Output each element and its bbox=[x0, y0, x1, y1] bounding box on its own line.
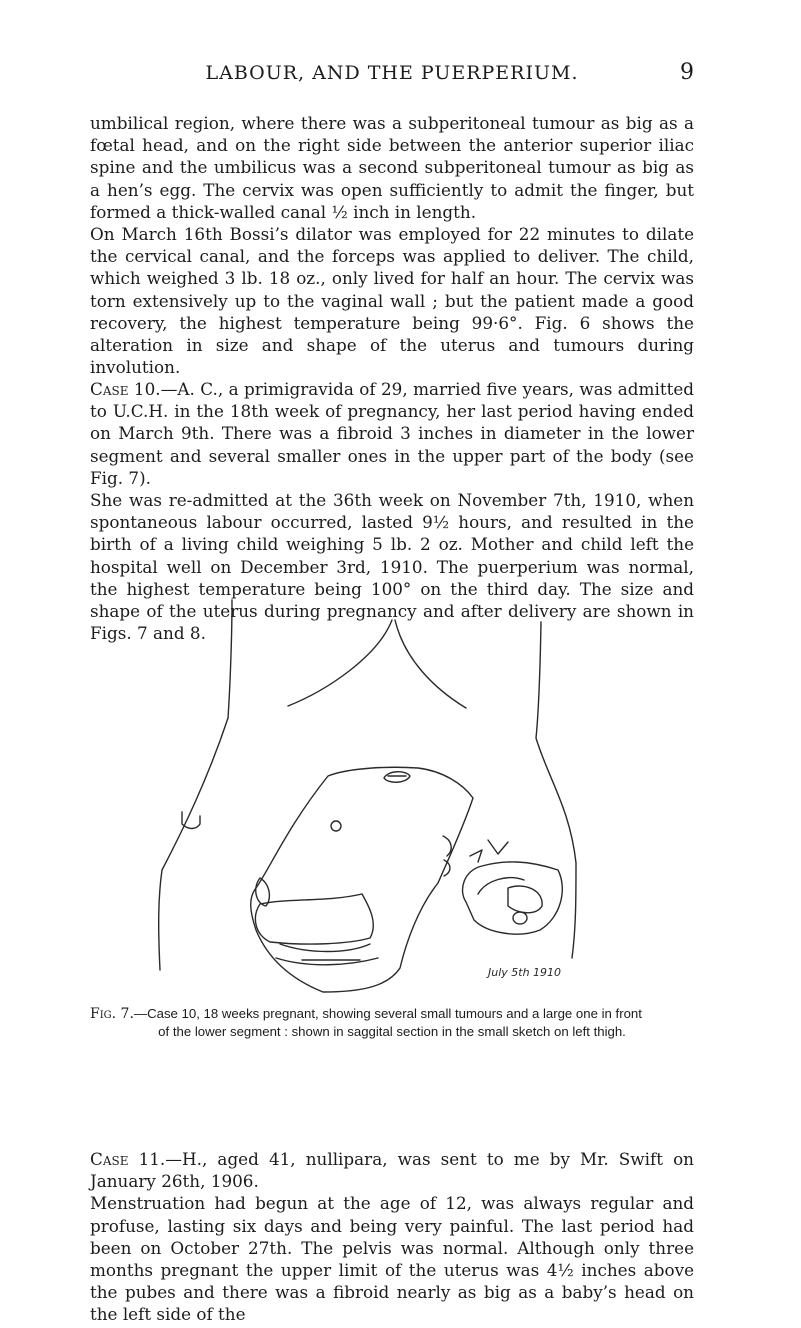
left-leg-outline bbox=[159, 718, 228, 970]
caption-line-1: —Case 10, 18 weeks pregnant, showing several small tumours and a large one in front bbox=[133, 1006, 642, 1021]
small-tumour-circle bbox=[331, 821, 341, 831]
paragraph bbox=[90, 378, 694, 489]
case-heading: Case 10. bbox=[90, 379, 161, 399]
uterus-sketch-illustration bbox=[148, 598, 608, 998]
running-head: LABOUR, AND THE PUERPERIUM. bbox=[205, 62, 579, 84]
sagittal-sketch-circle bbox=[513, 912, 527, 924]
case-heading: Case 11. bbox=[90, 1149, 166, 1169]
sagittal-sketch-tumour bbox=[508, 886, 542, 913]
paragraph: umbilical region, where there was a subperitoneal tumour as big as a fœtal head, and on the right side between the anterior superior iliac spine and the umbilicus was a second subperitoneal tumour as big as a hen’s egg. The cervix was open sufficiently to admit the finger, but formed a thick-walled canal ½ inch in length. bbox=[90, 113, 694, 222]
caption-figure-label: Fig. 7. bbox=[90, 1006, 134, 1022]
right-thigh-outline bbox=[536, 622, 576, 958]
inner-leg-line-left bbox=[288, 620, 392, 706]
side-tumour bbox=[443, 836, 451, 856]
lower-segment-line bbox=[280, 944, 370, 952]
inner-leg-line-right bbox=[395, 620, 466, 708]
sagittal-sketch-outline bbox=[463, 862, 563, 934]
handwritten-date: July 5th 1910 bbox=[488, 966, 562, 979]
lower-segment-line-2 bbox=[276, 958, 378, 965]
caption-line-2: of the lower segment : shown in saggital section in the small sketch on left thigh. bbox=[158, 1024, 626, 1039]
large-lower-segment-tumour bbox=[255, 894, 373, 944]
small-tumour-top bbox=[384, 772, 410, 783]
figure-7-sketch bbox=[148, 598, 608, 998]
case-text: —H., aged 41, nullipara, was sent to me by Mr. Swift on January 26th, 1906. bbox=[90, 1149, 694, 1192]
case-11-section bbox=[90, 1148, 694, 1326]
paragraph: Menstruation had begun at the age of 12, was always regular and profuse, lasting six days and being very painful. The last period had been on October 27th. The pelvis was normal. Although only three months pregnant the upper limit of the uterus was 4½ inches above the pubes and there was a fibroid nearly as big as a baby’s head on the left side of the bbox=[90, 1193, 694, 1325]
left-lower-tumour bbox=[256, 878, 270, 906]
page-header bbox=[90, 62, 694, 92]
uterus-outline bbox=[251, 767, 473, 992]
case-text: —A. C., a primigravida of 29, married five years, was admitted to U.C.H. in the 18th week of pregnancy, her last period having ended on March 9th. There was a fibroid 3 inches in diameter in the lower segment and several smaller ones in the upper part of the body (see Fig. 7). bbox=[90, 379, 694, 488]
left-thigh-outline bbox=[228, 600, 232, 718]
paragraph bbox=[90, 1148, 694, 1192]
paragraph: On March 16th Bossi’s dilator was employed for 22 minutes to dilate the cervical canal, and the forceps was applied to deliver. The child, which weighed 3 lb. 18 oz., only lived for half an hour. The cervix was torn extensively up to the vaginal wall ; but the patient made a good recovery, the highest temperature being 99·6°. Fig. 6 shows the alteration in size and shape of the uterus and tumours during involution. bbox=[90, 224, 694, 378]
left-thigh-mark bbox=[182, 812, 200, 829]
page-number: 9 bbox=[680, 60, 694, 85]
figure-caption bbox=[90, 1005, 694, 1041]
sagittal-sketch-mark bbox=[470, 850, 482, 862]
continued-case-text bbox=[90, 112, 694, 378]
paragraph: She was re-admitted at the 36th week on November 7th, 1910, when spontaneous labour occurred, lasted 9½ hours, and resulted in the birth of a living child weighing 5 lb. 2 oz. Mother and child left the hospital well on December 3rd, 1910. The puerperium was normal, the highest temperature being 100° on the third day. The size and shape of the uterus during pregnancy and after delivery are shown in Figs. 7 and 8. bbox=[90, 490, 694, 644]
right-mark-triangle bbox=[488, 840, 508, 854]
